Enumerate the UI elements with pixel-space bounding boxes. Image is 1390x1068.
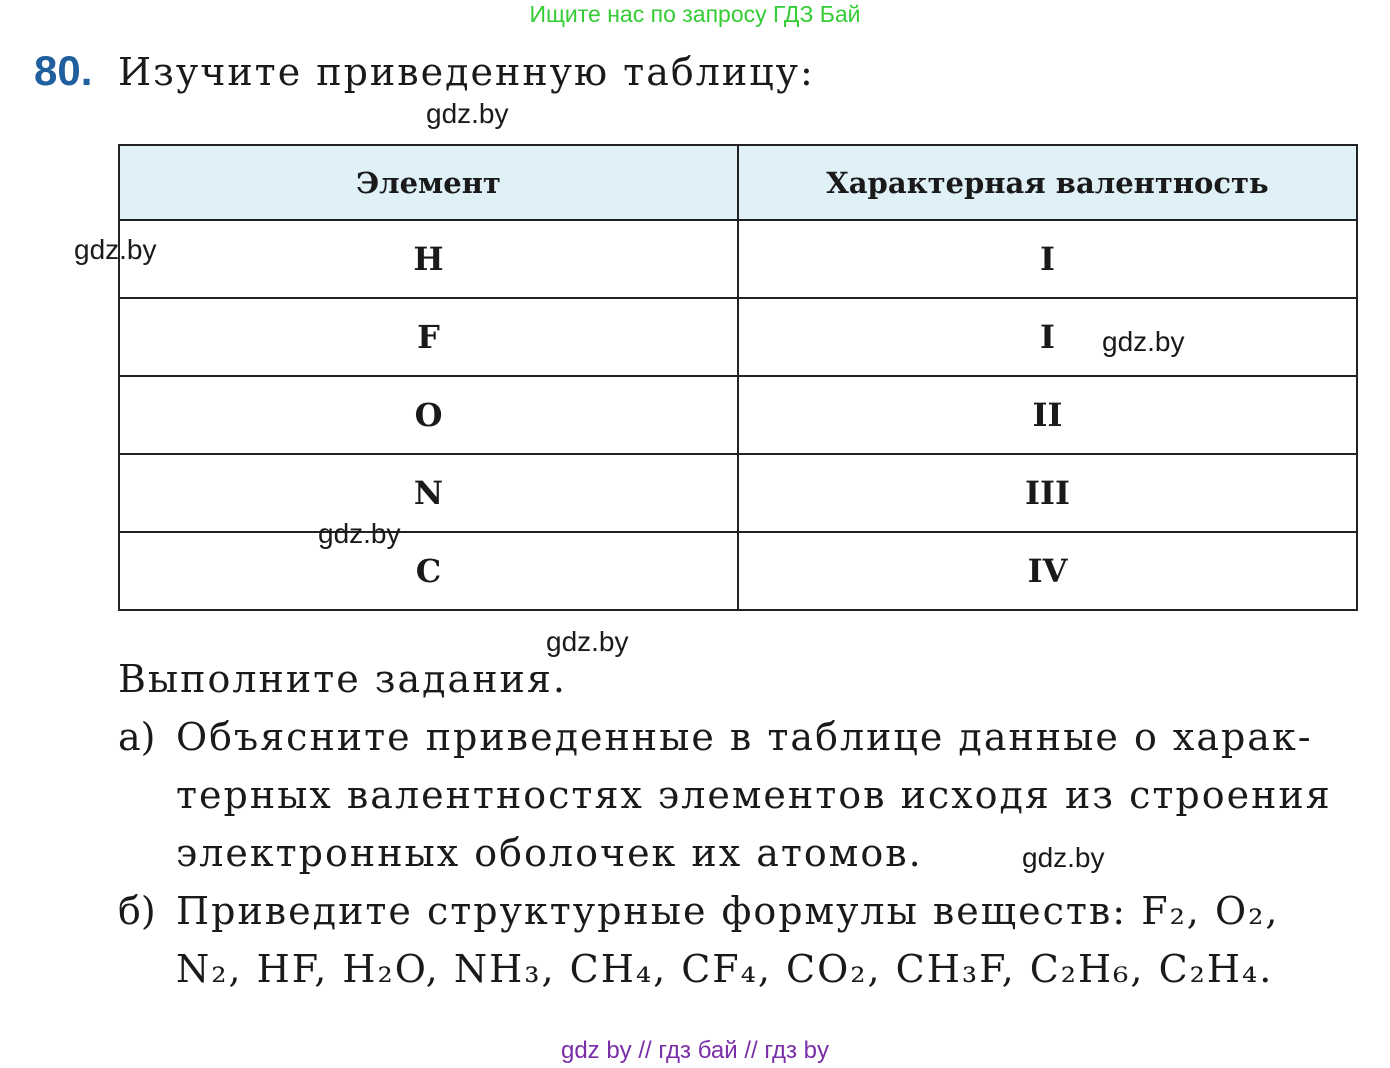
- valence-table: [118, 144, 1358, 611]
- element-cell: C: [119, 532, 738, 610]
- top-banner: Ищите нас по запросу ГДЗ Бай: [529, 1, 861, 27]
- valence-cell: III: [738, 454, 1357, 532]
- item-a-label: а): [118, 715, 156, 759]
- instructions: Выполните задания.: [118, 657, 567, 701]
- watermark: gdz.by: [1102, 326, 1185, 357]
- element-cell: H: [119, 220, 738, 298]
- item-a-text: [176, 708, 1356, 882]
- item-a-line: Объясните приведенные в таблице данные о харак-: [176, 715, 1313, 759]
- item-b-formulas: F₂, O₂, N₂, HF, H₂O, NH₃, CH₄, CF₄, CO₂, CH₃F, C₂H₆, C₂H₄.: [176, 889, 1280, 991]
- watermark: gdz.by: [318, 518, 401, 549]
- header-element: Элемент: [119, 145, 738, 220]
- watermark: gdz.by: [426, 98, 509, 129]
- item-b-intro: Приведите структурные формулы веществ:: [176, 889, 1128, 933]
- table-row: [119, 532, 1357, 610]
- task-number: 80.: [34, 47, 93, 94]
- element-cell: F: [119, 298, 738, 376]
- watermark: gdz.by: [1022, 842, 1105, 873]
- item-a-line: терных валентностях элементов исходя из строения: [176, 773, 1332, 817]
- element-cell: O: [119, 376, 738, 454]
- table-row: [119, 376, 1357, 454]
- valence-cell: II: [738, 376, 1357, 454]
- table-row: [119, 454, 1357, 532]
- valence-cell: I: [738, 220, 1357, 298]
- watermark: gdz.by: [74, 234, 157, 265]
- watermark: gdz.by: [546, 626, 629, 657]
- item-b-text: [176, 882, 1356, 998]
- header-valence: Характерная валентность: [738, 145, 1357, 220]
- element-cell: N: [119, 454, 738, 532]
- table-header-row: [119, 145, 1357, 220]
- valence-cell: I: [738, 298, 1357, 376]
- valence-cell: IV: [738, 532, 1357, 610]
- item-a-line: электронных оболочек их атомов.: [176, 831, 923, 875]
- task-title: Изучите приведенную таблицу:: [118, 50, 815, 94]
- item-b-label: б): [118, 889, 156, 933]
- footer-watermark: gdz by // гдз бай // гдз by: [560, 1037, 830, 1064]
- table-row: [119, 220, 1357, 298]
